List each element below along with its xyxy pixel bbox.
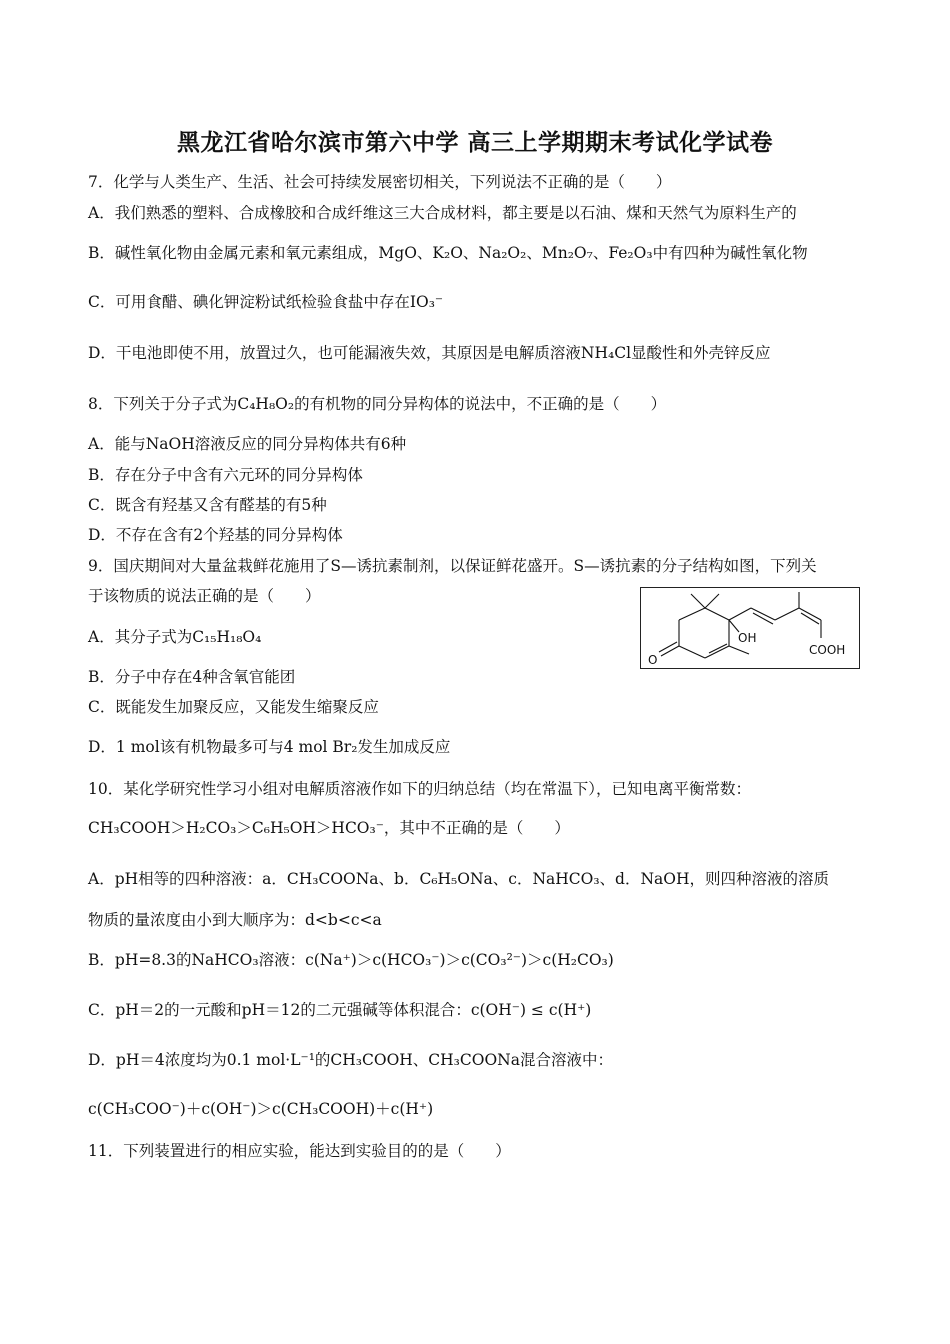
q9-option-c: C．既能发生加聚反应，又能发生缩聚反应 xyxy=(88,698,379,716)
structure-label-cooh: COOH xyxy=(809,643,846,657)
q10-option-b: B．pH=8.3的NaHCO₃溶液：c(Na⁺)＞c(HCO₃⁻)＞c(CO₃²⁻)＞c(H₂CO₃) xyxy=(88,951,614,969)
q9-option-b: B．分子中存在4种含氧官能团 xyxy=(88,668,296,686)
molecular-structure-figure xyxy=(640,587,860,669)
q9-stem-line2: 于该物质的说法正确的是（ ） xyxy=(88,587,321,605)
q9-stem-line1: 9．国庆期间对大量盆栽鲜花施用了S—诱抗素制剂，以保证鲜花盛开。S—诱抗素的分子结构如图，下列关 xyxy=(88,557,817,575)
q10-option-a-line1: A．pH相等的四种溶液：a．CH₃COONa、b．C₆H₅ONa、c．NaHCO₃、d．NaOH，则四种溶液的溶质 xyxy=(88,870,830,888)
q10-option-d-line2: c(CH₃COO⁻)＋c(OH⁻)＞c(CH₃COOH)＋c(H⁺) xyxy=(88,1100,434,1118)
q7-option-b xyxy=(88,243,808,263)
q8-option-c: C．既含有羟基又含有醛基的有5种 xyxy=(88,496,327,514)
q7-option-c: C．可用食醋、碘化钾淀粉试纸检验食盐中存在IO₃⁻ xyxy=(88,293,444,311)
q8-option-a: A．能与NaOH溶液反应的同分异构体共有6种 xyxy=(88,435,407,453)
q7-stem: 7．化学与人类生产、生活、社会可持续发展密切相关，下列说法不正确的是（ ） xyxy=(88,173,672,191)
q8-stem: 8．下列关于分子式为C₄H₈O₂的有机物的同分异构体的说法中，不正确的是（ ） xyxy=(88,395,667,413)
q10-option-d-line1: D．pH＝4浓度均为0.1 mol·L⁻¹的CH₃COOH、CH₃COONa混合溶液中： xyxy=(88,1051,613,1069)
q10-stem-line2: CH₃COOH＞H₂CO₃＞C₆H₅OH＞HCO₃⁻，其中不正确的是（ ） xyxy=(88,819,570,837)
q7-option-b-formulas: MgO、K₂O、Na₂O₂、Mn₂O₇、Fe₂O₃ xyxy=(378,244,653,262)
q10-option-a-line2: 物质的量浓度由小到大顺序为：d<b<c<a xyxy=(88,911,382,929)
q9-option-a: A．其分子式为C₁₅H₁₈O₄ xyxy=(88,628,262,646)
q10-stem-line1: 10．某化学研究性学习小组对电解质溶液作如下的归纳总结（均在常温下），已知电离平衡常数： xyxy=(88,780,751,798)
q8-option-b: B．存在分子中含有六元环的同分异构体 xyxy=(88,466,363,484)
q10-option-c: C．pH＝2的一元酸和pH＝12的二元强碱等体积混合：c(OH⁻) ≤ c(H⁺) xyxy=(88,1001,592,1019)
structure-label-oh: OH xyxy=(738,631,757,645)
q8-option-d: D．不存在含有2个羟基的同分异构体 xyxy=(88,526,343,544)
q7-option-a: A．我们熟悉的塑料、合成橡胶和合成纤维这三大合成材料，都主要是以石油、煤和天然气为原料生产的 xyxy=(88,204,797,222)
q9-option-d: D．1 mol该有机物最多可与4 mol Br₂发生加成反应 xyxy=(88,738,451,756)
page-title: 黑龙江省哈尔滨市第六中学 高三上学期期末考试化学试卷 xyxy=(176,130,773,156)
q7-option-b-pre: B．碱性氧化物由金属元素和氧元素组成， xyxy=(88,244,379,262)
q11-stem: 11．下列装置进行的相应实验，能达到实验目的的是（ ） xyxy=(88,1142,511,1160)
structure-label-o: O xyxy=(648,653,658,667)
molecular-structure-diagram xyxy=(641,588,859,668)
q7-option-b-post: 中有四种为碱性氧化物 xyxy=(652,244,808,262)
q7-option-d: D．干电池即使不用，放置过久，也可能漏液失效，其原因是电解质溶液NH₄Cl显酸性和外壳锌反应 xyxy=(88,344,771,362)
